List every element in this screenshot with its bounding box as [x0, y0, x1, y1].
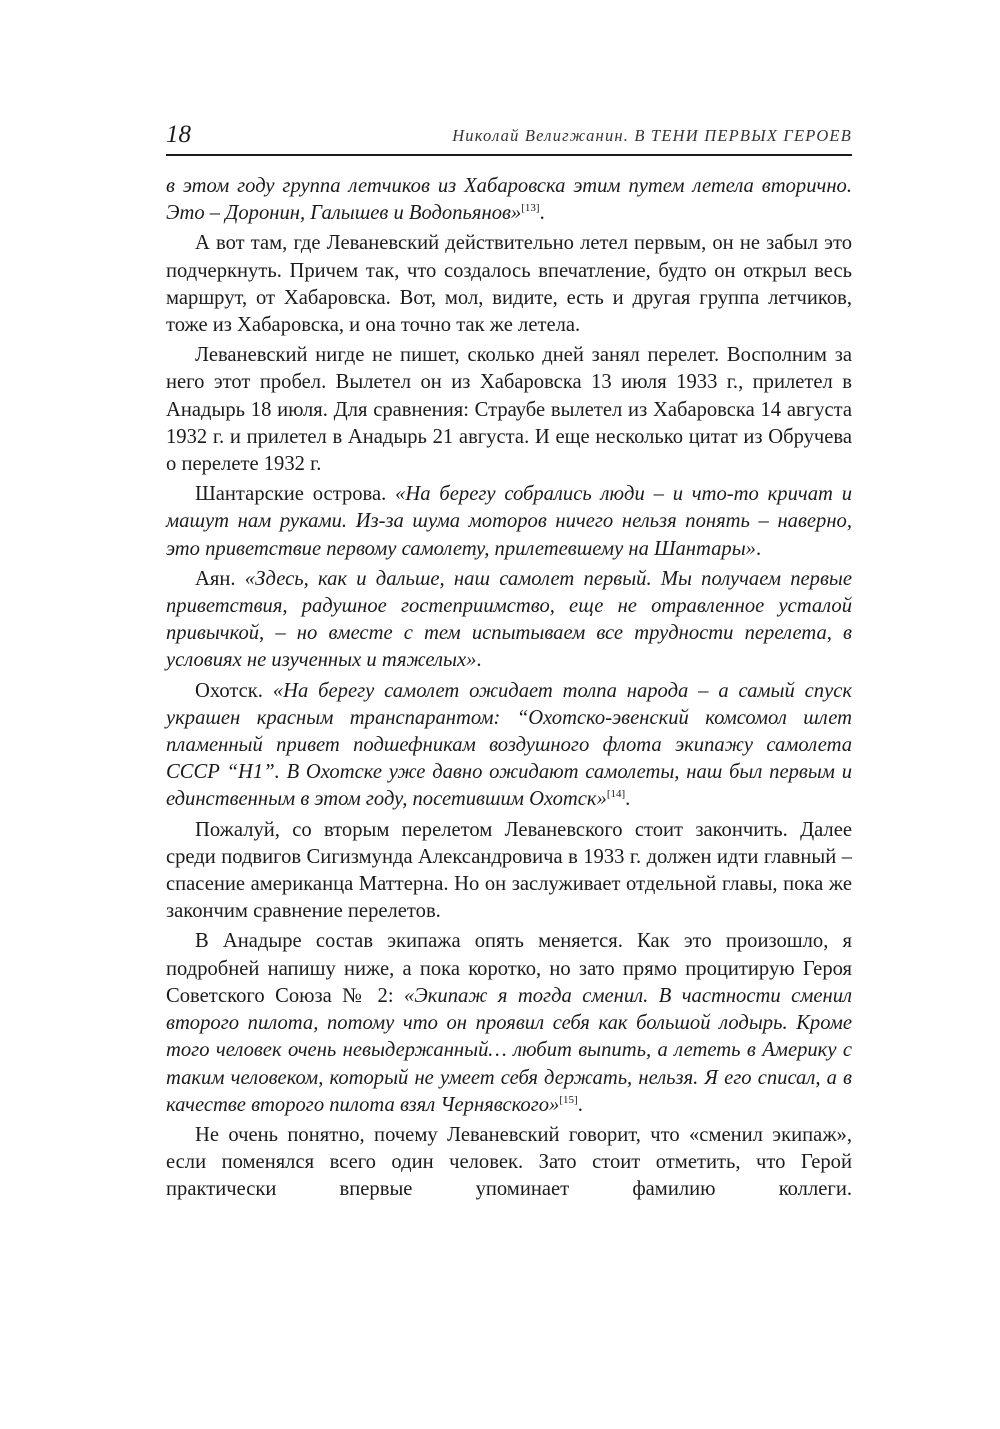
- footnote-ref: [14]: [606, 788, 626, 801]
- paragraph-2: А вот там, где Леваневский действительно летел первым, он не забыл это подчеркнуть. Причем так, что создалось впечатление, будто он открыл весь маршрут, от Хабаровска. Вот, мол, видите, есть и другая группа летчиков, тоже из Хабаровска, и она точно так же летела.: [166, 232, 852, 337]
- running-title: Николай Велигжанин. В ТЕНИ ПЕРВЫХ ГЕРОЕВ: [452, 126, 852, 145]
- paragraph-9: Не очень понятно, почему Леваневский говорит, что «сменил экипаж», если поменялся всего один человек. Зато стоит отметить, что Герой практически впервые упоминает фамилию коллеги.: [166, 1123, 852, 1201]
- paragraph-8: В Анадыре состав экипажа опять меняется. Как это произошло, я подробней напишу ниже, а пока коротко, но зато прямо процитирую Героя Советского Союза № 2: «Экипаж я тогда сменил. В частности сменил второго пилота, потому что он проявил себя как большой лодырь. Кроме того человек очень невыдержанный… любит выпить, а лететь в Америку с таким человеком, который не умеет себя держать, нельзя. Я его списал, а в качестве второго пилота взял Чернявского»[15].: [166, 930, 852, 1116]
- quote: «Экипаж я тогда сменил. В частности сменил второго пилота, потому что он проявил себя как большой лодырь. Кроме того человек очень невыдержанный… любит выпить, а лететь в Америку с таким человеком, который не умеет себя держать, нельзя. Я его списал, а в качестве второго пилота взял Чернявского»: [166, 984, 852, 1116]
- quote: в этом году группа летчиков из Хабаровска этим путем летела вторично. Это – Доронин, Галышев и Водопьянов»: [166, 175, 852, 225]
- paragraph-3: Леваневский нигде не пишет, сколько дней занял перелет. Восполним за него этот пробел. Вылетел он из Хабаровска 13 июля 1933 г., прилетел в Анадырь 18 июля. Для сравнения: Страубе вылетел из Хабаровска 14 августа 1932 г. и прилетел в Анадырь 21 августа. И еще несколько цитат из Обручева о перелете 1932 г.: [166, 344, 852, 476]
- paragraph-5: Аян. «Здесь, как и дальше, наш самолет первый. Мы получаем первые приветствия, радушное гостеприимство, еще не отравленное усталой привычкой, – но вместе с тем испытываем все трудности перелета, в условиях не изученных и тяжелых».: [166, 567, 853, 672]
- footnote-ref: [15]: [559, 1093, 578, 1106]
- paragraph-7: Пожалуй, со вторым перелетом Леваневского стоит закончить. Далее среди подвигов Сигизмунда Александровича в 1933 г. должен идти главный – спасение американца Маттерна. Но он заслуживает отдельной главы, пока же закончим сравнение перелетов.: [166, 818, 852, 923]
- quote: «На берегу собрались люди – и что-то кричат и машут нам руками. Из-за шума моторов ничего нельзя понять – наверно, это приветствие первому самолету, прилетевшему на Шантары»: [166, 483, 852, 560]
- page-number: 18: [166, 121, 191, 148]
- quote: «На берегу самолет ожидает толпа народа – а самый спуск украшен красным транспарантом: “Охотско-эвенский комсомол шлет пламенный привет подшефникам воздушного флота экипажу самолета СССР “Н1”. В Охотске уже давно ожидают самолеты, наш был первым и единственным в этом году, посетившим Охотск»: [166, 679, 852, 811]
- page-header: [166, 118, 852, 156]
- paragraph-4: Шантарские острова. «На берегу собрались люди – и что-то кричат и машут нам руками. Из-за шума моторов ничего нельзя понять – наверно, это приветствие первому самолету, прилетевшему на Шантары».: [166, 483, 852, 560]
- paragraph-6: Охотск. «На берегу самолет ожидает толпа народа – а самый спуск украшен красным транспарантом: “Охотско-эвенский комсомол шлет пламенный привет подшефникам воздушного флота экипажу самолета СССР “Н1”. В Охотске уже давно ожидают самолеты, наш был первым и единственным в этом году, посетившим Охотск»[14].: [166, 679, 852, 811]
- paragraph-1: в этом году группа летчиков из Хабаровска этим путем летела вторично. Это – Доронин, Галышев и Водопьянов»[13].: [166, 175, 852, 225]
- footnote-ref: [13]: [521, 202, 540, 215]
- body-text: [166, 173, 852, 1207]
- quote: «Здесь, как и дальше, наш самолет первый. Мы получаем первые приветствия, радушное гостеприимство, еще не отравленное усталой привычкой, – но вместе с тем испытываем все трудности перелета, в условиях не изученных и тяжелых»: [166, 567, 853, 672]
